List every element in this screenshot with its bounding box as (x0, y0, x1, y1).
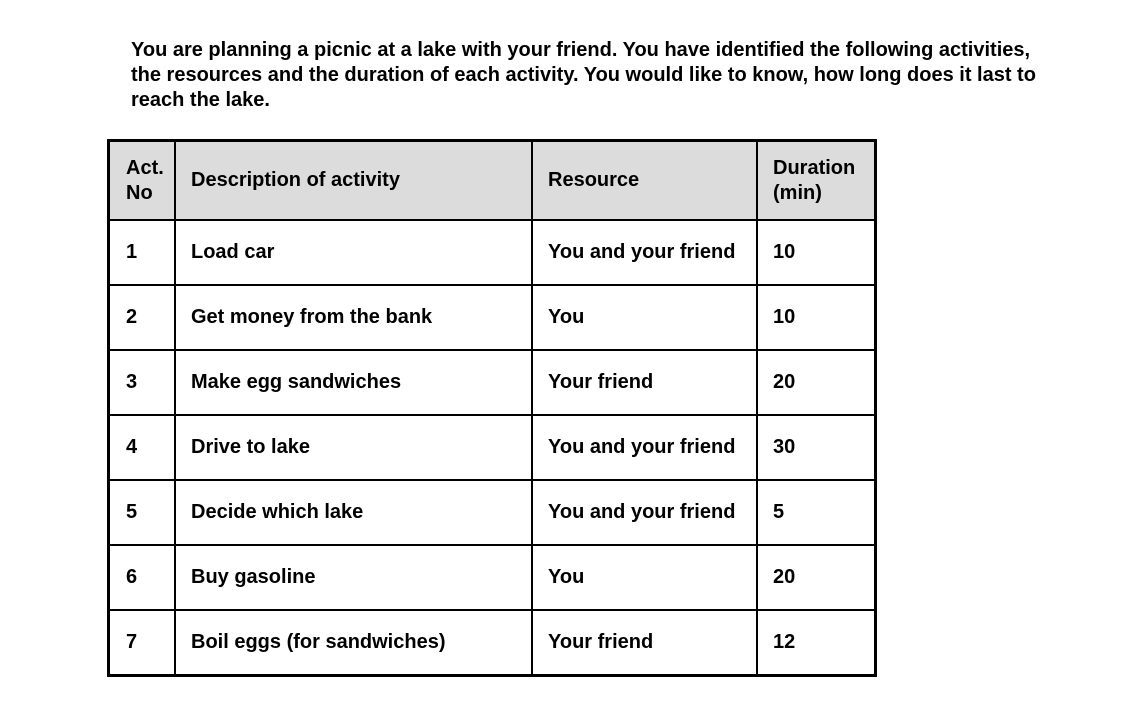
table-row (109, 350, 876, 415)
header-row (109, 141, 876, 221)
cell-description: Load car (175, 220, 532, 285)
table-row (109, 545, 876, 610)
cell-duration: 10 (757, 285, 876, 350)
cell-act-no: 5 (109, 480, 176, 545)
cell-act-no: 3 (109, 350, 176, 415)
cell-resource: You (532, 285, 757, 350)
cell-resource: You and your friend (532, 220, 757, 285)
table-row (109, 610, 876, 676)
cell-duration: 5 (757, 480, 876, 545)
table-row (109, 415, 876, 480)
cell-description: Decide which lake (175, 480, 532, 545)
table-row (109, 285, 876, 350)
cell-duration: 20 (757, 350, 876, 415)
cell-resource: Your friend (532, 610, 757, 676)
intro-paragraph: You are planning a picnic at a lake with your friend. You have identified the following activities, the resources and the duration of each activity. You would like to know, how long does it last to reach the lake. (131, 39, 1036, 111)
table-row (109, 480, 876, 545)
cell-duration: 20 (757, 545, 876, 610)
cell-act-no: 7 (109, 610, 176, 676)
header-act-no: Act. No (109, 141, 176, 221)
cell-duration: 12 (757, 610, 876, 676)
cell-act-no: 6 (109, 545, 176, 610)
cell-resource: You and your friend (532, 415, 757, 480)
cell-description: Get money from the bank (175, 285, 532, 350)
activity-table (107, 139, 877, 677)
header-description: Description of activity (175, 141, 532, 221)
cell-resource: Your friend (532, 350, 757, 415)
cell-description: Make egg sandwiches (175, 350, 532, 415)
cell-act-no: 4 (109, 415, 176, 480)
cell-resource: You (532, 545, 757, 610)
cell-duration: 10 (757, 220, 876, 285)
header-resource: Resource (532, 141, 757, 221)
header-duration: Duration (min) (757, 141, 876, 221)
cell-description: Boil eggs (for sandwiches) (175, 610, 532, 676)
table-row (109, 220, 876, 285)
cell-act-no: 2 (109, 285, 176, 350)
cell-description: Buy gasoline (175, 545, 532, 610)
table-body (109, 220, 876, 676)
cell-act-no: 1 (109, 220, 176, 285)
cell-duration: 30 (757, 415, 876, 480)
cell-resource: You and your friend (532, 480, 757, 545)
table-header (109, 141, 876, 221)
cell-description: Drive to lake (175, 415, 532, 480)
